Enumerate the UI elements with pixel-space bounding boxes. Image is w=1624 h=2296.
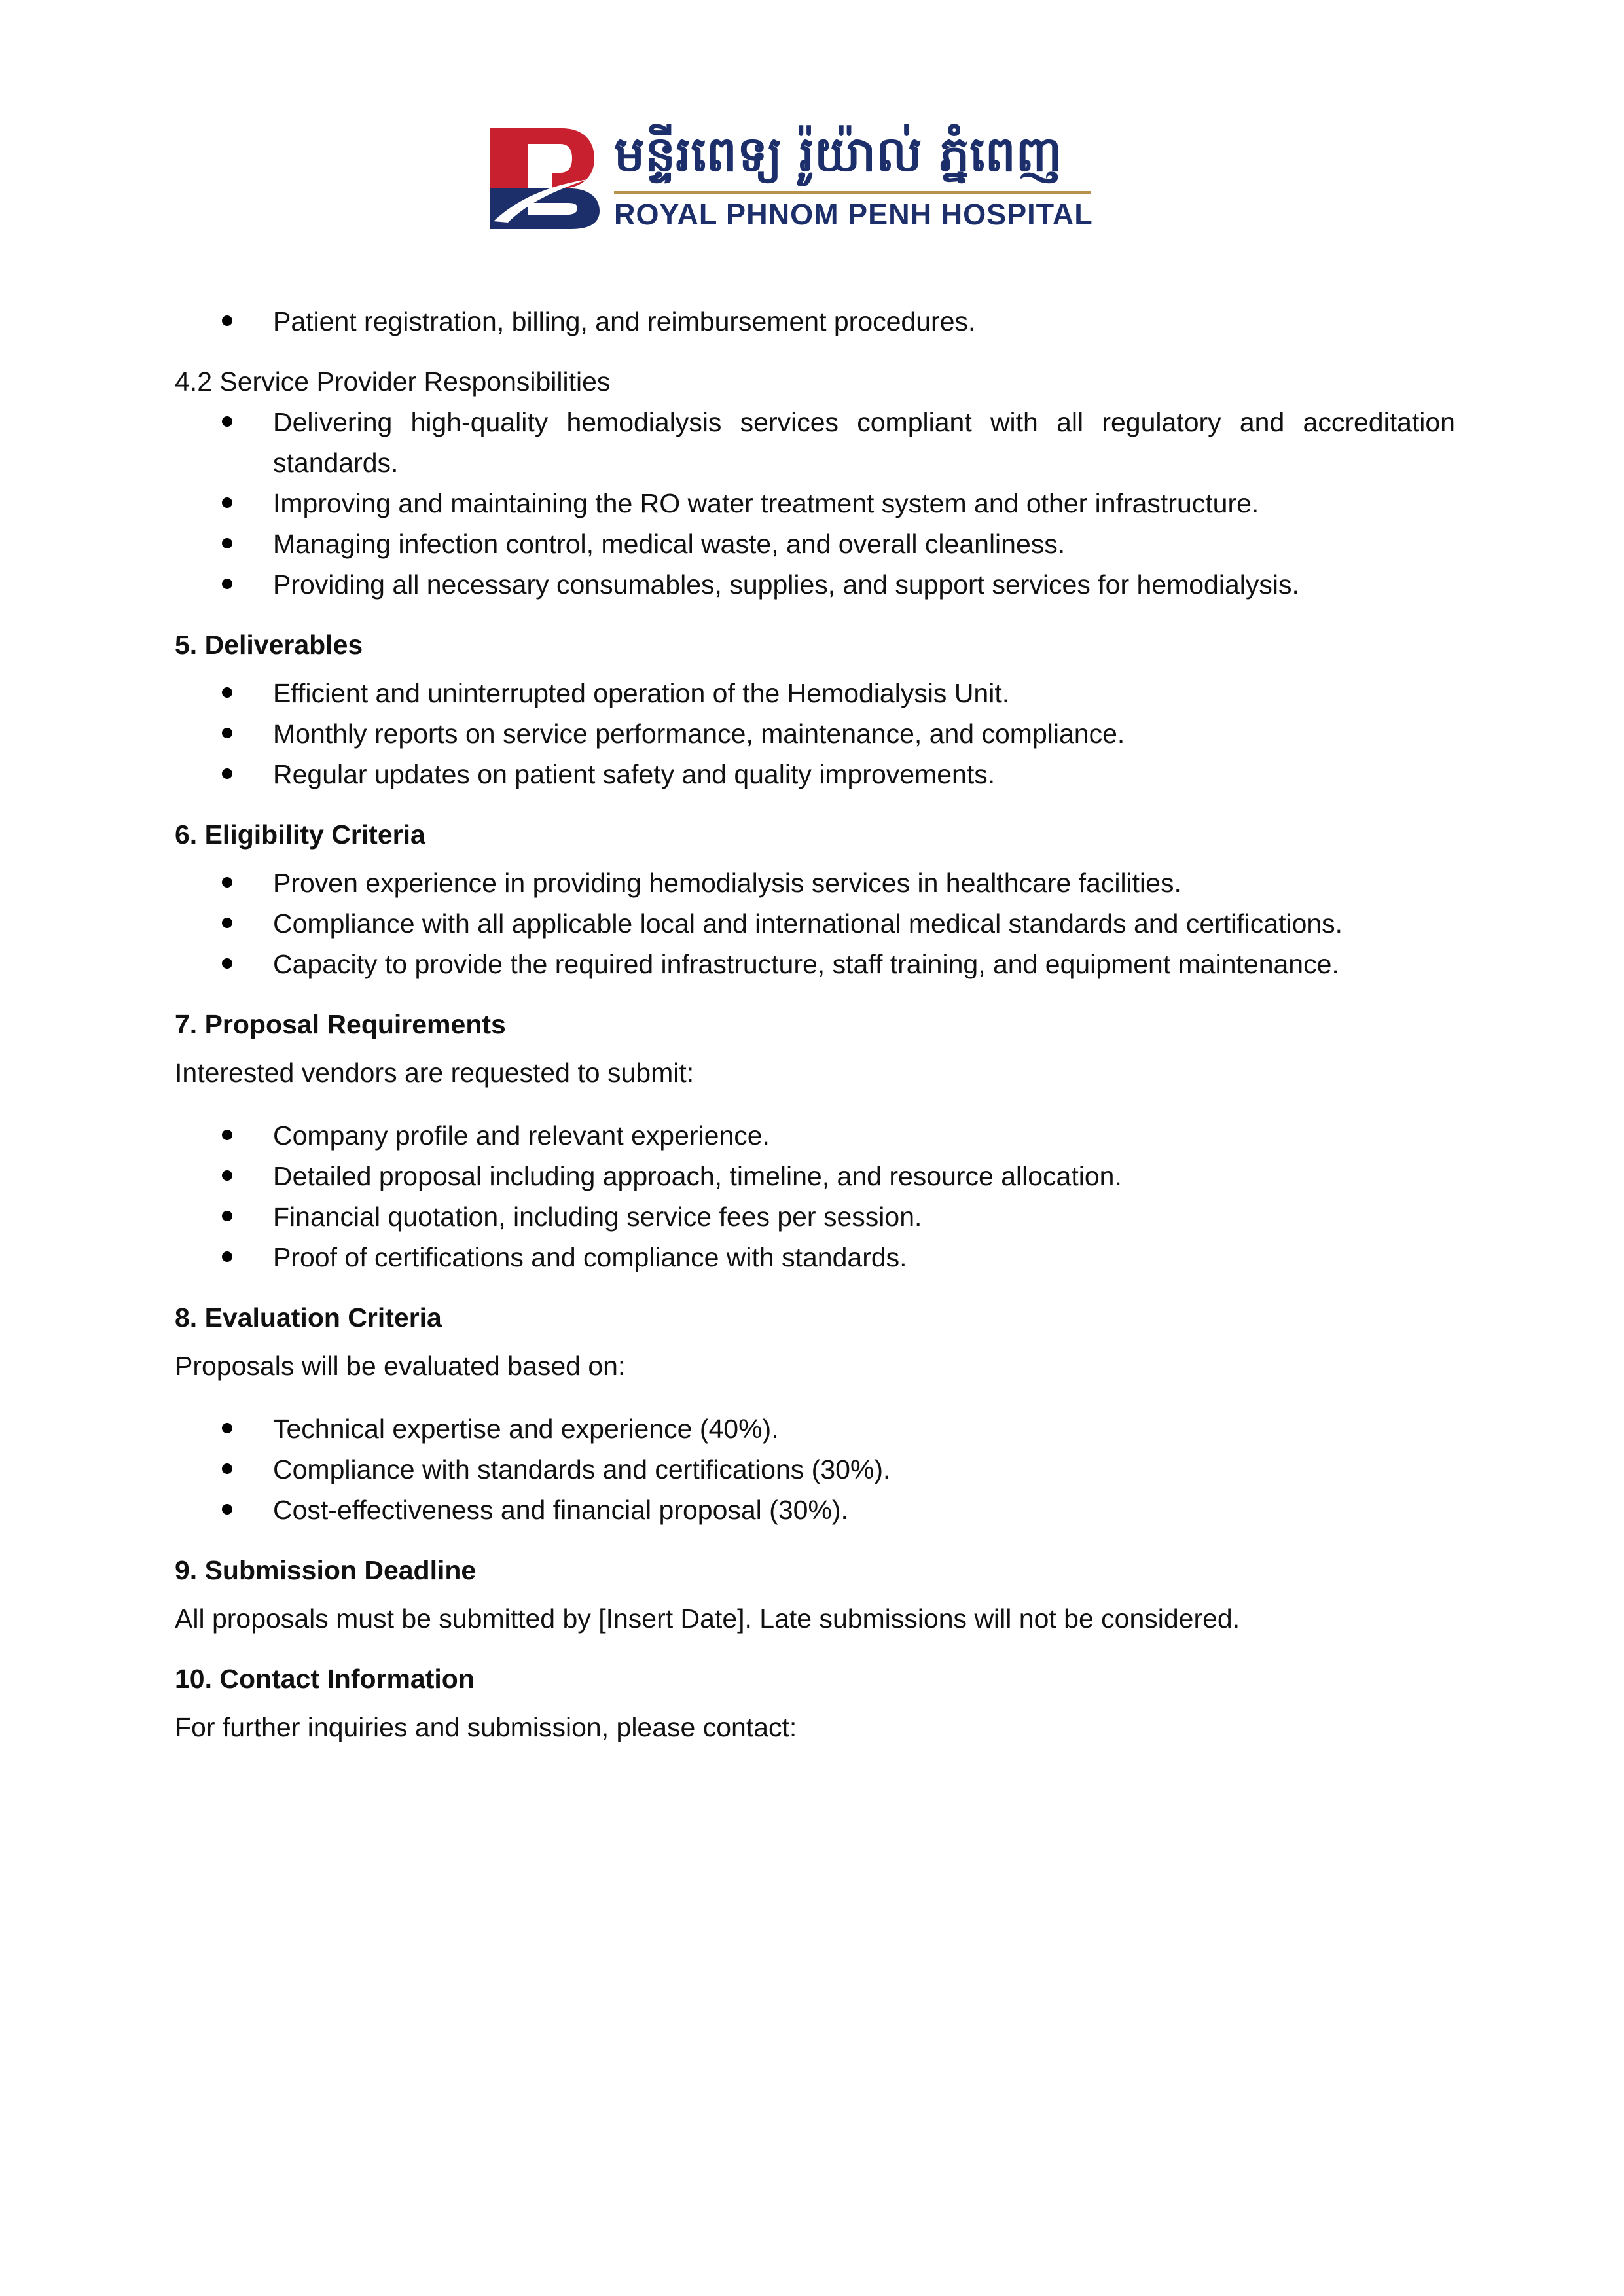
list-item: Technical expertise and experience (40%). xyxy=(175,1408,1455,1449)
bullet-icon xyxy=(222,315,232,326)
section-7-title: 7. Proposal Requirements xyxy=(175,1009,506,1039)
bullet-icon xyxy=(222,958,232,969)
section-4-2-title: 4.2 Service Provider Responsibilities xyxy=(175,367,611,397)
bullet-icon xyxy=(222,497,232,508)
list-item: Compliance with all applicable local and international medical standards and certifications. xyxy=(175,903,1455,944)
section-8-intro: Proposals will be evaluated based on: xyxy=(175,1351,626,1381)
list-item: Monthly reports on service performance, maintenance, and compliance. xyxy=(175,713,1455,754)
bullet-icon xyxy=(222,687,232,698)
list-item: Providing all necessary consumables, supplies, and support services for hemodialysis. xyxy=(175,564,1455,605)
section-6-list xyxy=(175,863,1455,984)
bullet-icon xyxy=(222,1211,232,1221)
logo-khmer-name: មន្ទីរពេទ្យ រ៉ូយ៉ាល់ ភ្នំពេញ xyxy=(614,126,1062,183)
rpph-r-logo-icon xyxy=(490,123,601,234)
logo-english-name: ROYAL PHNOM PENH HOSPITAL xyxy=(614,198,1093,231)
list-item: Delivering high-quality hemodialysis services compliant with all regulatory and accreditation standards. xyxy=(175,402,1455,483)
list-item: Company profile and relevant experience. xyxy=(175,1115,1455,1156)
bullet-icon xyxy=(222,877,232,888)
bullet-icon xyxy=(222,1504,232,1515)
list-item: Detailed proposal including approach, timeline, and resource allocation. xyxy=(175,1156,1455,1196)
list-item: Patient registration, billing, and reimbursement procedures. xyxy=(175,301,1455,342)
bullet-icon xyxy=(222,1130,232,1140)
section-4-2-list xyxy=(175,402,1455,605)
document-body xyxy=(175,301,1455,1748)
list-item: Improving and maintaining the RO water treatment system and other infrastructure. xyxy=(175,483,1455,524)
list-item: Proven experience in providing hemodialysis services in healthcare facilities. xyxy=(175,863,1455,903)
list-item: Capacity to provide the required infrastructure, staff training, and equipment maintenance. xyxy=(175,944,1455,984)
section-9-text: All proposals must be submitted by [Insert Date]. Late submissions will not be considered. xyxy=(175,1604,1240,1634)
bullet-icon xyxy=(222,1463,232,1474)
bullet-icon xyxy=(222,538,232,548)
list-item: Compliance with standards and certifications (30%). xyxy=(175,1449,1455,1490)
hospital-logo xyxy=(490,123,1092,234)
bullet-icon xyxy=(222,1423,232,1433)
bullet-icon xyxy=(222,416,232,427)
list-item: Cost-effectiveness and financial proposal (30%). xyxy=(175,1490,1455,1530)
section-7-intro: Interested vendors are requested to submit: xyxy=(175,1058,695,1088)
section-6-title: 6. Eligibility Criteria xyxy=(175,819,425,850)
bullet-icon xyxy=(222,728,232,738)
list-item: Managing infection control, medical waste, and overall cleanliness. xyxy=(175,524,1455,564)
section-10-text: For further inquiries and submission, please contact: xyxy=(175,1712,797,1742)
section-10-title: 10. Contact Information xyxy=(175,1664,475,1694)
bullet-icon xyxy=(222,768,232,779)
continued-bullet-list xyxy=(175,301,1455,342)
list-item: Financial quotation, including service fees per session. xyxy=(175,1196,1455,1237)
bullet-icon xyxy=(222,1170,232,1181)
bullet-icon xyxy=(222,918,232,928)
list-item: Proof of certifications and compliance with standards. xyxy=(175,1237,1455,1278)
section-8-list xyxy=(175,1408,1455,1530)
section-8-title: 8. Evaluation Criteria xyxy=(175,1302,442,1333)
bullet-icon xyxy=(222,579,232,589)
section-7-list xyxy=(175,1115,1455,1278)
bullet-icon xyxy=(222,1251,232,1262)
logo-divider xyxy=(614,191,1091,194)
list-item: Efficient and uninterrupted operation of the Hemodialysis Unit. xyxy=(175,673,1455,713)
section-5-list xyxy=(175,673,1455,795)
list-item: Regular updates on patient safety and quality improvements. xyxy=(175,754,1455,795)
section-5-title: 5. Deliverables xyxy=(175,630,363,660)
section-9-title: 9. Submission Deadline xyxy=(175,1555,477,1585)
